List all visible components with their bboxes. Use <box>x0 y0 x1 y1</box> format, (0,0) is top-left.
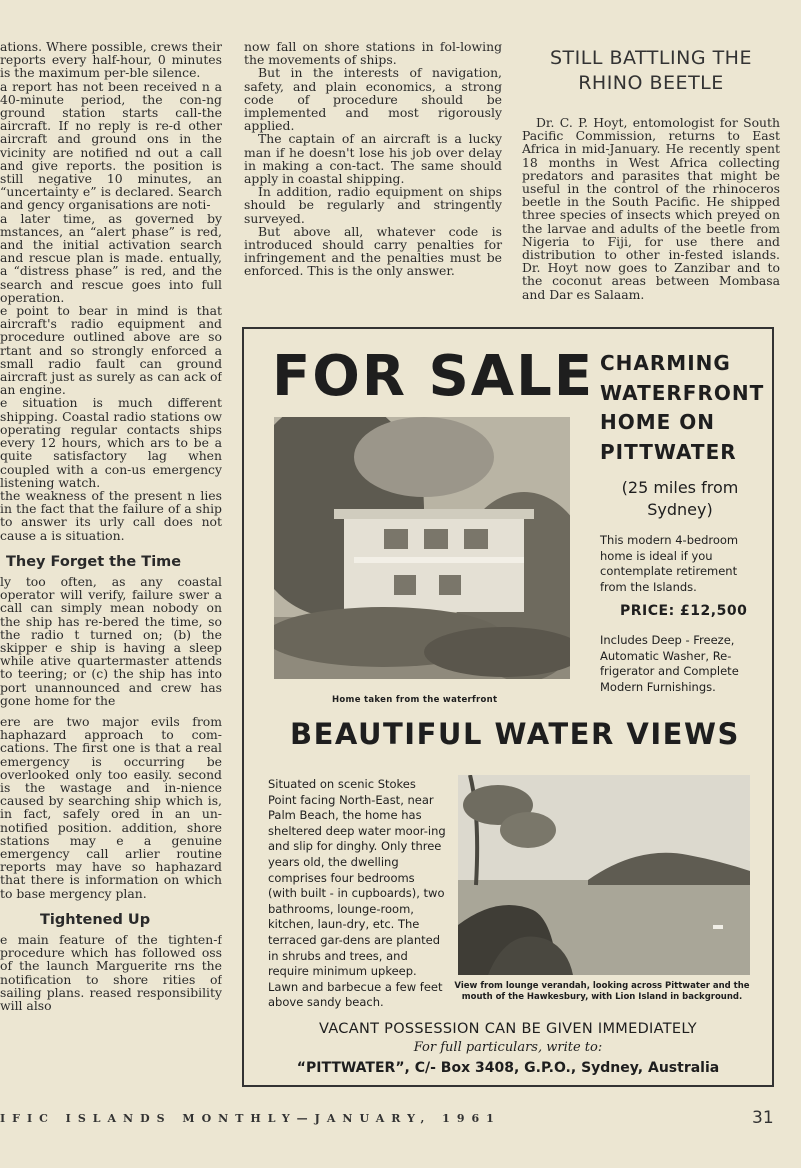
ad-price: PRICE: £12,500 <box>620 603 748 619</box>
page-number: 31 <box>752 1108 774 1128</box>
col2-paragraph: now fall on shore stations in fol-lowing the movements of ships. <box>244 39 502 68</box>
col1-paragraph: e situation is much different shipping. Coastal radio stations ow operating regular contacts ships every 12 hours, which ars to be a quite satisfactory lag when coupled with a con-us emergency listening watch. <box>0 395 222 490</box>
ad-includes: Includes Deep - Freeze, Automatic Washer, Re-frigerator and Complete Modern Furnishings. <box>600 633 739 694</box>
house-photo-caption: Home taken from the waterfront <box>332 695 498 705</box>
col1-paragraph: a report has not been received n a 40-minute period, the con-ng ground station starts call-the aircraft. If no reply is re-d other aircraft and ground ons in the vicinity are notified nd out a call and give reports. the position is still negative 10 minutes, an “uncertainty e” is declared. Search and gency organisations are noti- <box>0 78 222 213</box>
subheading-forget-time: They Forget the Time <box>6 553 182 570</box>
ad-situated-text: Situated on scenic Stokes Point facing North-East, near Palm Beach, the home has sheltered deep water moor-ing and slip for dinghy. Only three years old, the dwelling comprises four bedrooms (with built - in cupboards), two bathrooms, lounge-room, kitchen, laun-dry, etc. The terraced gar-dens are planted in shrubs and trees, and require minimum upkeep. Lawn and barbecue a few feet above sandy beach. <box>268 777 446 1010</box>
for-sale-advertisement <box>242 327 774 1087</box>
ad-particulars: For full particulars, write to: <box>413 1040 603 1055</box>
article-title: STILL BATTLING THE RHINO BEETLE <box>550 47 752 94</box>
column-2 <box>244 40 502 278</box>
col1-paragraph: e main feature of the tighten-f procedure which has followed oss of the launch Marguerite rns the notification to shore rities of sailing plans. reased responsibility will also <box>0 932 222 1013</box>
ad-address: “PITTWATER”, C/- Box 3408, G.P.O., Sydney, Australia <box>296 1060 720 1076</box>
running-footer: IFIC ISLANDS MONTHLY—JANUARY, 1961 <box>0 1112 501 1125</box>
ad-headline: CHARMING WATERFRONT HOME ON PITTWATER <box>600 351 765 464</box>
col3-paragraph: Dr. C. P. Hoyt, entomologist for South Pacific Commission, returns to East Africa in mid-January. He recently spent 18 months in West Africa collecting predators and parasites that might be useful in the control of the rhinoceros beetle in the South Pacific. He shipped three species of insects which preyed on the larvae and adults of the beetle from Nigeria to Fiji, for use there and distribution to other in-fested islands. Dr. Hoyt now goes to Zanzibar and to the coconut areas between Mombasa and Dar es Salaam. <box>522 115 780 302</box>
col2-paragraph: But above all, whatever code is introduced should carry penalties for infringement and the penalties must be enforced. This is the only answer. <box>244 223 502 279</box>
col2-paragraph: The captain of an aircraft is a lucky man if he doesn't lose his job over delay in making a con-tact. The same should apply in coastal shipping. <box>244 131 502 187</box>
column-1 <box>0 40 222 1012</box>
house-photo <box>274 417 570 679</box>
col1-paragraph: ations. Where possible, crews their reports every half-hour, 0 minutes is the maximum per-ble silence. <box>0 40 222 81</box>
water-view-image <box>458 775 750 975</box>
house-photo-image <box>274 417 570 679</box>
ad-views-headline: BEAUTIFUL WATER VIEWS <box>290 717 740 751</box>
col2-paragraph: In addition, radio equipment on ships should be regularly and stringently surveyed. <box>244 184 502 226</box>
water-view-caption: View from lounge verandah, looking across Pittwater and the mouth of the Hawkesbury, with Lion Island in background. <box>454 981 750 1002</box>
col1-paragraph: ly too often, as any coastal operator will verify, failure swer a call can simply mean nobody on the ship has re-bered the time, so the radio t turned on; (b) the skipper e ship is having a sleep while ative quartermaster attends to teering; or (c) the ship has into port unannounced and crew has gone home for the <box>0 573 222 708</box>
subheading-tightened-up: Tightened Up <box>40 911 151 928</box>
water-view-photo <box>458 775 750 975</box>
column-3 <box>522 40 780 301</box>
col1-paragraph: the weakness of the present n lies in the fact that the failure of a ship to answer its urly call does not cause a is situation. <box>0 487 222 543</box>
ad-distance: (25 miles from Sydney) <box>621 478 739 519</box>
ad-vacant-possession: VACANT POSSESSION CAN BE GIVEN IMMEDIATELY <box>319 1021 697 1037</box>
col2-paragraph: But in the interests of navigation, safety, and plain economics, a strong code of procedure should be implemented and most rigorously applied. <box>244 65 502 134</box>
col1-paragraph: ere are two major evils from haphazard approach to com-cations. The first one is that a real emergency is occurring be overlooked only too easily. second is the wastage and in-nience caused by searching ship which is, in fact, safely ored in an un-notified position. addition, shore stations may e a genuine emergency call arlier routine reports may have so haphazard that there is information on which to base mergency plan. <box>0 713 222 901</box>
col1-paragraph: a later time, as governed by mstances, an “alert phase” is red, and the initial activation search and rescue plan is made. entually, a “distress phase” is red, and the search and rescue goes into full operation. <box>0 210 222 305</box>
col1-paragraph: e point to bear in mind is that aircraft's radio equipment and procedure outlined above are so rtant and so strongly enforced a small radio fault can ground aircraft just as surely as can ack of an engine. <box>0 303 222 398</box>
ad-description: This modern 4-bedroom home is ideal if you contemplate retirement from the Islands. <box>600 533 739 594</box>
ad-for-sale-heading: FOR SALE <box>272 344 595 409</box>
